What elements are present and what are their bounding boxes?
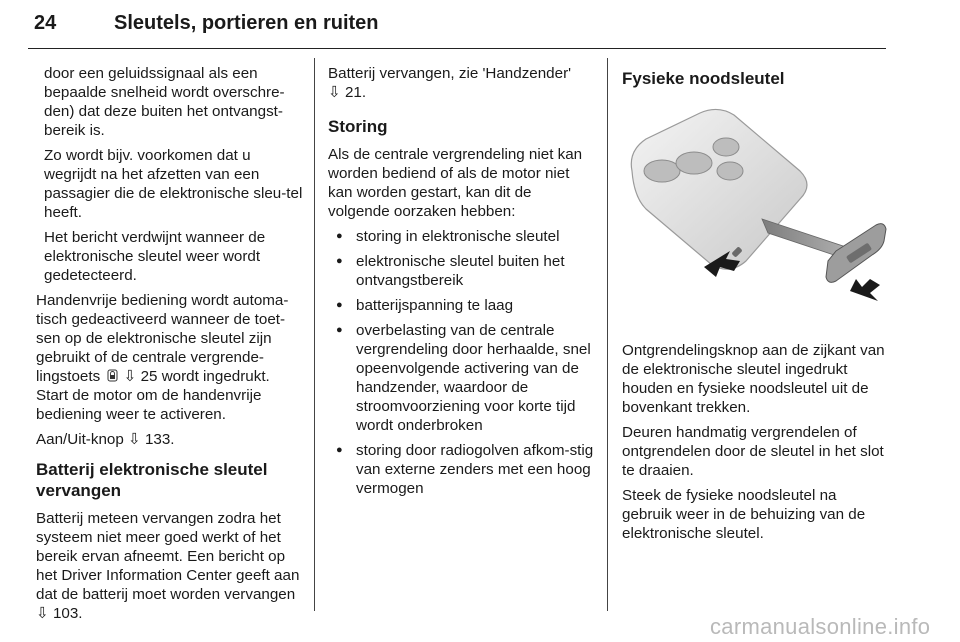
paragraph: Zo wordt bijv. voorkomen dat u wegrijdt na het afzetten van een passagier die de elektronische sleu-tel heeft. — [44, 147, 303, 221]
paragraph — [36, 430, 304, 449]
list-item: ● batterijspanning te laag — [328, 296, 596, 315]
column-right — [622, 64, 890, 549]
paragraph: Als de centrale vergrendeling niet kan worden bediend of als de motor niet kan worden gestart, kan dit de volgende oorzaken hebben: — [328, 146, 583, 220]
chapter-title: Sleutels, portieren en ruiten — [114, 12, 379, 34]
paragraph: Ontgrendelingsknop aan de zijkant van de elektronische sleutel ingedrukt houden en fysieke noodsleutel uit de bovenkant trekken. — [622, 342, 885, 416]
page-reference-link[interactable]: ⇩ 133. — [128, 431, 175, 448]
paragraph-text: wordt ingedrukt. Start de motor om de handenvrije bediening weer te activeren. — [36, 368, 270, 423]
paragraph — [36, 291, 304, 424]
list-item: ● elektronische sleutel buiten het ontvangstbereik — [328, 252, 596, 290]
page-number: 24 — [34, 12, 57, 34]
column-divider-1 — [314, 58, 315, 611]
cause-list — [328, 227, 596, 498]
page-reference-link[interactable]: ⇩ 25 — [123, 368, 158, 385]
paragraph: Deuren handmatig vergrendelen of ontgrendelen door de sleutel in het slot te draaien. — [622, 424, 884, 479]
paragraph — [36, 509, 304, 623]
paragraph-text: Batterij vervangen, zie 'Handzender' — [328, 65, 572, 82]
list-item: ● storing door radiogolven afkom-stig van externe zenders met een hoog vermogen — [328, 441, 596, 498]
paragraph-text: Aan/Uit-knop — [36, 431, 129, 448]
list-item: ● overbelasting van de centrale vergrendeling door herhaalde, snel opeenvolgende activering van de handzender, waardoor de stroomvoorziening voor korte tijd wordt onderbroken — [328, 321, 596, 435]
section-heading: Fysieke noodsleutel — [622, 69, 785, 88]
lock-key-icon — [107, 369, 118, 382]
section-heading: Storing — [328, 117, 388, 136]
column-left — [36, 64, 304, 629]
paragraph: Het bericht verdwijnt wanneer de elektronische sleutel weer wordt gedetecteerd. — [44, 229, 266, 284]
column-middle — [328, 64, 596, 504]
paragraph-text: Handenvrije bediening wordt automa-tisch gedeactiveerd wanneer de toet-sen op de elektronische sleutel zijn gebruikt of de centrale vergrende-lingstoets — [36, 292, 289, 385]
column-divider-2 — [607, 58, 608, 611]
paragraph: door een geluidssignaal als een bepaalde snelheid wordt overschre-den) dat deze buiten het ontvangst-bereik is. — [44, 65, 285, 139]
paragraph: Steek de fysieke noodsleutel na gebruik weer in de behuizing van de elektronische sleutel. — [622, 487, 866, 542]
electronic-key-illustration — [622, 101, 888, 323]
page-header — [28, 6, 886, 49]
watermark: carmanualsonline.info — [710, 614, 931, 639]
list-item: ● storing in elektronische sleutel — [328, 227, 596, 246]
section-heading: Batterij elektronische sleutel vervangen — [36, 460, 268, 500]
key-illustration — [622, 101, 888, 323]
paragraph-text: Batterij meteen vervangen zodra het systeem niet meer goed werkt of het bereik ervan afneemt. Een bericht op het Driver Information Center geeft aan dat de batterij moet worden vervangen — [36, 510, 300, 603]
page-reference-link[interactable]: ⇩ 21. — [328, 84, 367, 101]
page-reference-link[interactable]: ⇩ 103. — [36, 605, 83, 622]
paragraph — [328, 64, 596, 102]
